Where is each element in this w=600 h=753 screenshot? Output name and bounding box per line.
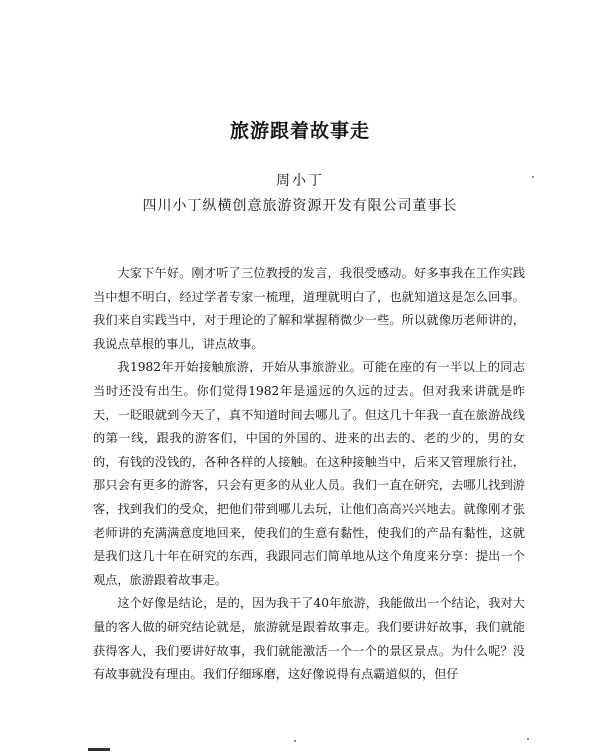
article-body bbox=[93, 262, 525, 687]
page-title: 旅游跟着故事走 bbox=[229, 120, 370, 142]
paragraph: 我1982年开始接触旅游，开始从事旅游业。可能在座的有一半以上的同志当时还没有出生。你们觉得1982年是遥远的久远的过去。但对我来讲就是昨天，一眨眼就到今天了，真不知道时间去哪儿了。但这几十年我一直在旅游战线的第一线，跟我的游客们，中国的外国的、进来的出去的、老的少的，男的女的，有钱的没钱的，各种各样的人接触。在这种接触当中，后来又管理旅行社，那只会有更多的游客，只会有更多的从业人员。我们一直在研究，去哪儿找到游客，找到我们的受众，把他们带到哪儿去玩，让他们高高兴兴地去。就像刚才张老师讲的充满满意度地回来，使我们的生意有黏性，使我们的产品有黏性，这就是我们这几十年在研究的东西，我跟同志们简单地从这个角度来分享：提出一个观点，旅游跟着故事走。 bbox=[93, 360, 525, 587]
page-number-fragment bbox=[88, 748, 110, 751]
scan-speck bbox=[527, 738, 529, 740]
scan-speck bbox=[294, 740, 296, 742]
paragraph: 大家下午好。刚才听了三位教授的发言，我很受感动。好多事我在工作实践当中想不明白，经过学者专家一梳理，道理就明白了，也就知道这是怎么回事。我们来自实践当中，对于理论的了解和掌握稍微少一些。所以就像历老师讲的，我说点草根的事儿，讲点故事。 bbox=[93, 266, 525, 351]
scan-speck bbox=[532, 176, 534, 178]
author-affiliation: 四川小丁纵横创意旅游资源开发有限公司董事长 bbox=[142, 198, 458, 214]
author-name: 周小丁 bbox=[276, 173, 324, 189]
paragraph: 这个好像是结论，是的，因为我干了40年旅游，我能做出一个结论，我对大量的客人做的研究结论就是，旅游就是跟着故事走。我们要讲好故事，我们就能获得客人，我们要讲好故事，我们就能激活一个一个的景区景点。为什么呢？没有故事就没有理由。我们仔细琢磨，这好像说得有点霸道似的，但仔 bbox=[93, 596, 525, 682]
